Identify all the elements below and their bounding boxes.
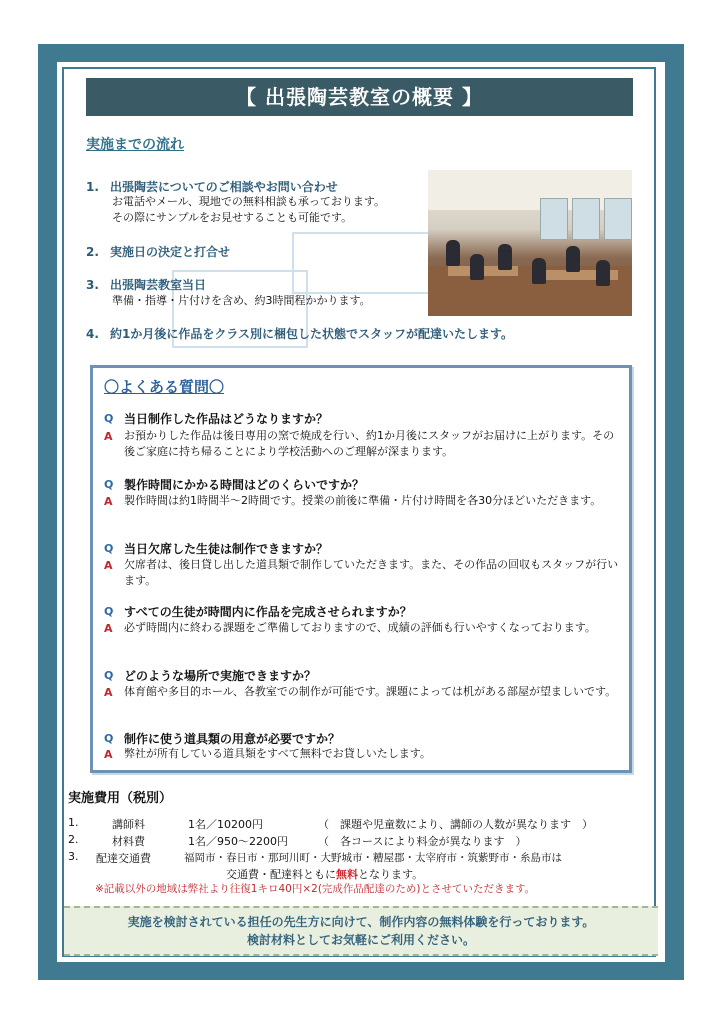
cost-note: ※記載以外の地域は弊社より往復1キロ40円×2(完成作品配達のため)とさせていただきます。 [95, 883, 536, 895]
flow-step-1 [86, 178, 338, 195]
flow-desc-line: 準備・指導・片付けを含め、約3時間程かかります。 [112, 294, 371, 307]
flow-step-2 [86, 243, 230, 260]
answer-mark: A [104, 748, 113, 761]
flow-step-num: 1. [86, 180, 99, 194]
question-mark: Q [104, 412, 114, 425]
faq-answer: 必ず時間内に終わる課題をご準備しておりますので、成績の評価も行いやすくなっております。 [124, 621, 596, 634]
flow-step-label: 出張陶芸教室当日 [110, 278, 207, 292]
cost-row-num: 2. [68, 833, 79, 846]
flow-step-desc [112, 293, 371, 309]
question-mark: Q [104, 478, 114, 491]
cost-row-num: 1. [68, 816, 79, 829]
cost-row-item: 材料費 [112, 835, 145, 848]
flow-step-4 [86, 325, 513, 342]
flow-step-3 [86, 276, 206, 293]
faq-question: どのような場所で実施できますか？ [124, 669, 317, 683]
cost-free-post: となります。 [358, 868, 424, 881]
flow-step-label: 出張陶芸についてのご相談やお問い合わせ [110, 180, 338, 194]
photo-student [446, 240, 460, 266]
cost-heading: 実施費用（税別） [68, 791, 173, 806]
faq-question: 当日制作した作品はどうなりますか？ [124, 412, 329, 426]
classroom-photo [428, 170, 632, 316]
question-mark: Q [104, 732, 114, 745]
cost-row-3-line2 [226, 866, 423, 882]
photo-student [498, 244, 512, 270]
footer-line-1: 実施を検討されている担任の先生方に向けて、制作内容の無料体験を行っております。 [127, 915, 595, 929]
flow-step-label: 約1か月後に作品をクラス別に梱包した状態でスタッフが配達いたします。 [110, 327, 514, 341]
answer-mark: A [104, 559, 113, 572]
cost-row-item: 講師料 [112, 818, 145, 831]
photo-ceiling [428, 170, 632, 210]
flow-step-label: 実施日の決定と打合せ [110, 245, 231, 259]
deco-outline-1 [292, 232, 432, 294]
cost-row-price: 福岡市・春日市・那珂川町・大野城市・糟屋郡・太宰府市・筑紫野市・糸島市は [184, 852, 562, 864]
cost-row-num: 3. [68, 850, 79, 863]
flow-step-desc [112, 194, 385, 226]
answer-mark: A [104, 495, 113, 508]
photo-student [470, 254, 484, 280]
faq-answer: 欠席者は、後日貸し出した道具類で制作していただきます。また、その作品の回収もスタッフが行います。 [124, 558, 619, 587]
flow-desc-line: お電話やメール、現地での無料相談も承っております。 [112, 195, 386, 208]
faq-question: 当日欠席した生徒は制作できますか？ [124, 542, 329, 556]
flow-desc-line: その際にサンプルをお見せすることも可能です。 [112, 211, 353, 224]
faq-question: すべての生徒が時間内に作品を完成させられますか？ [124, 605, 412, 619]
cost-row-price: 1名／10200円 [188, 818, 263, 831]
flow-step-num: 3. [86, 278, 99, 292]
question-mark: Q [104, 542, 114, 555]
answer-mark: A [104, 430, 113, 443]
answer-mark: A [104, 686, 113, 699]
photo-student [532, 258, 546, 284]
answer-mark: A [104, 622, 113, 635]
photo-window [572, 198, 600, 240]
cost-free-pre: 交通費・配達料ともに [226, 868, 336, 881]
photo-student [566, 246, 580, 272]
flow-step-num: 2. [86, 245, 99, 259]
cost-row-item: 配達交通費 [96, 852, 151, 865]
faq-heading: 〇よくある質問〇 [104, 378, 225, 396]
faq-answer: 製作時間は約1時間半～2時間です。授業の前後に準備・片付け時間を各30分ほどいただきます。 [124, 494, 602, 507]
footer-line-2: 検討材料としてお気軽にご利用ください。 [246, 933, 475, 947]
cost-row-note: （ 課題や児童数により、講師の人数が異なります ） [318, 818, 593, 831]
question-mark: Q [104, 605, 114, 618]
cost-free-highlight: 無料 [336, 868, 358, 881]
photo-student [596, 260, 610, 286]
cost-row-note: （ 各コースにより料金が異なります ） [318, 835, 527, 848]
cost-row-price: 1名／950～2200円 [188, 835, 288, 848]
faq-question: 製作時間にかかる時間はどのくらいですか？ [124, 478, 365, 492]
faq-question: 制作に使う道具類の用意が必要ですか？ [124, 732, 341, 746]
faq-answer: 弊社が所有している道具類をすべて無料でお貸しいたします。 [124, 747, 431, 760]
photo-window [604, 198, 632, 240]
flow-heading: 実施までの流れ [86, 137, 184, 153]
question-mark: Q [104, 669, 114, 682]
flow-step-num: 4. [86, 327, 99, 341]
page-title: 【 出張陶芸教室の概要 】 [86, 78, 633, 116]
faq-answer: お預かりした作品は後日専用の窯で焼成を行い、約1か月後にスタッフがお届けに上がります。その後ご家庭に持ち帰ることにより学校活動へのご理解が深まります。 [124, 429, 615, 458]
photo-window [540, 198, 568, 240]
faq-answer: 体育館や多目的ホール、各教室での制作が可能です。課題によっては机がある部屋が望ましいです。 [124, 685, 617, 698]
